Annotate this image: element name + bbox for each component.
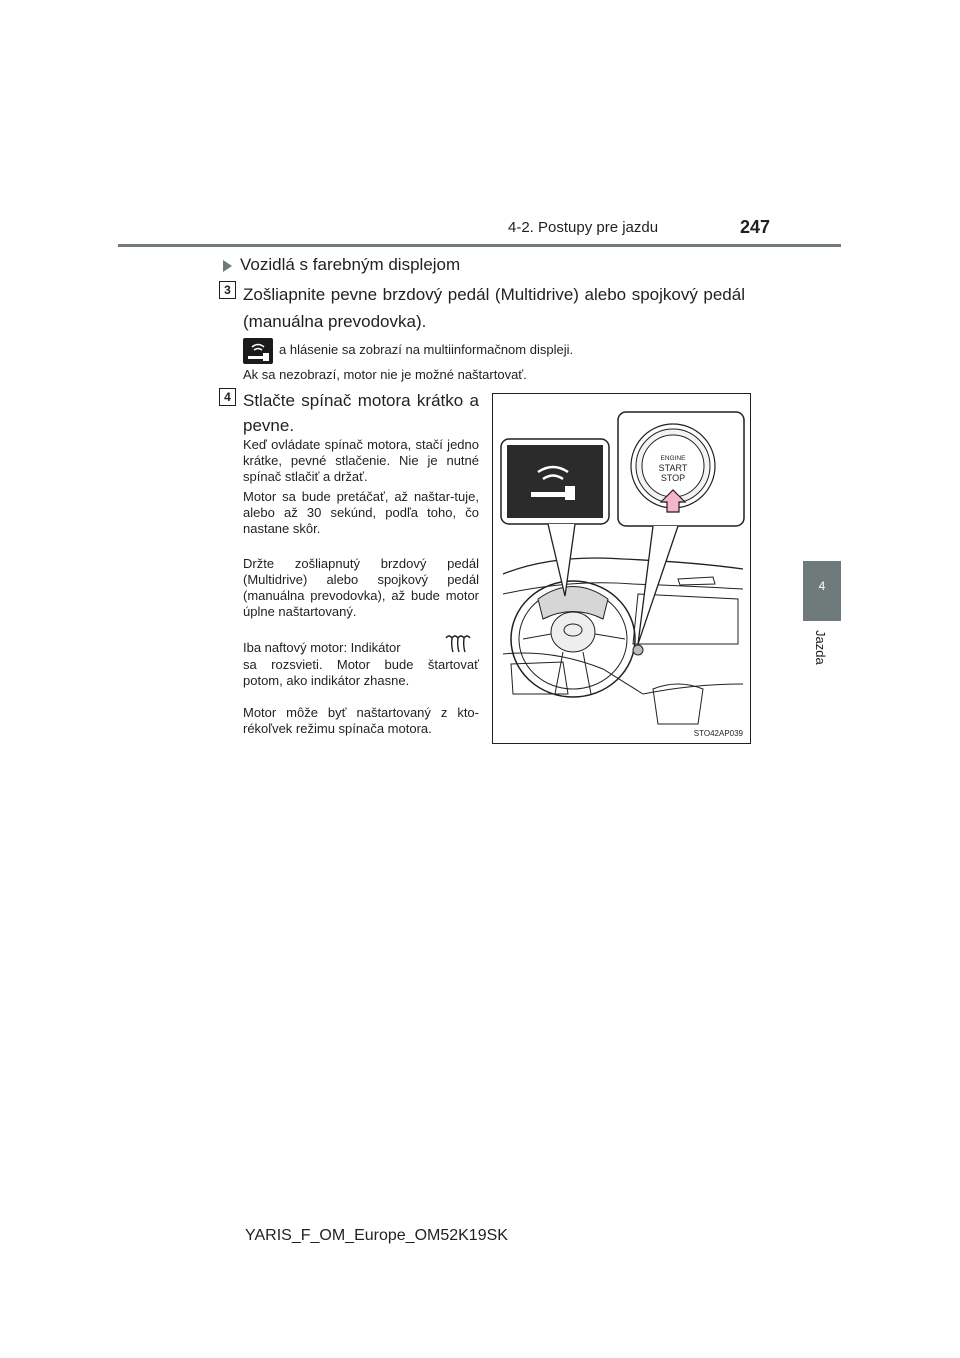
chapter-tab [803,561,841,621]
step-4-text: Stlačte spínač motora krátko a pevne. [243,391,479,435]
page-number: 247 [740,217,771,237]
step-3-badge: 3 [219,281,236,299]
step-3-text: Zošliapnite pevne brzdový pedál (Multidrive) alebo spojkový pedál (manuálna prevodovka). [243,285,745,331]
dashboard-illustration [492,393,751,744]
chapter-number: 4 [818,579,826,593]
step-3-note-1: a hlásenie sa zobrazí na multiinformačnom displeji. [279,342,574,357]
step-4-paragraph: Iba naftový motor: Indikátor [243,640,401,655]
button-label-start: START [658,463,688,473]
step-4-paragraph: Keď ovládate spínač motora, stačí jedno krátke, pevné stlačenie. Nie je nutné spínač stlačiť a držať. [243,437,479,484]
key-indicator-icon [243,338,273,364]
header-section-title: 4-2. Postupy pre jazdu [508,219,659,236]
step-4-paragraph: sa rozsvieti. Motor bude štartovať potom, ako indikátor zhasne. [243,657,479,688]
step-3-note-2: Ak sa nezobrazí, motor nie je možné naštartovať. [243,367,527,382]
button-label-engine: ENGINE [660,455,686,462]
header-rule [118,244,841,247]
step-4-paragraph: Motor sa bude pretáčať, až naštar-tuje, alebo až 30 sekúnd, podľa toho, čo nastane skôr. [243,489,479,536]
step-4-paragraph: Držte zošliapnutý brzdový pedál (Multidrive) alebo spojkový pedál (manuálna prevodovka), až bude motor úplne naštartovaný. [243,556,479,619]
dashboard-drawing [493,394,750,743]
triangle-bullet-icon [223,260,232,272]
button-label-stop: STOP [660,473,686,483]
vehicle-heading [223,255,460,275]
chapter-label: Jazda [813,630,828,665]
figure-code: STO42AP039 [693,729,743,738]
footer-document-id: YARIS_F_OM_Europe_OM52K19SK [245,1227,508,1244]
vehicle-heading-text: Vozidlá s farebným displejom [240,255,461,274]
glow-plug-indicator-icon [444,632,474,656]
step-4-badge: 4 [219,388,236,406]
step-4-paragraph: Motor môže byť naštartovaný z kto-rékoľvek režimu spínača motora. [243,705,479,736]
chapter-label-container [810,630,834,690]
